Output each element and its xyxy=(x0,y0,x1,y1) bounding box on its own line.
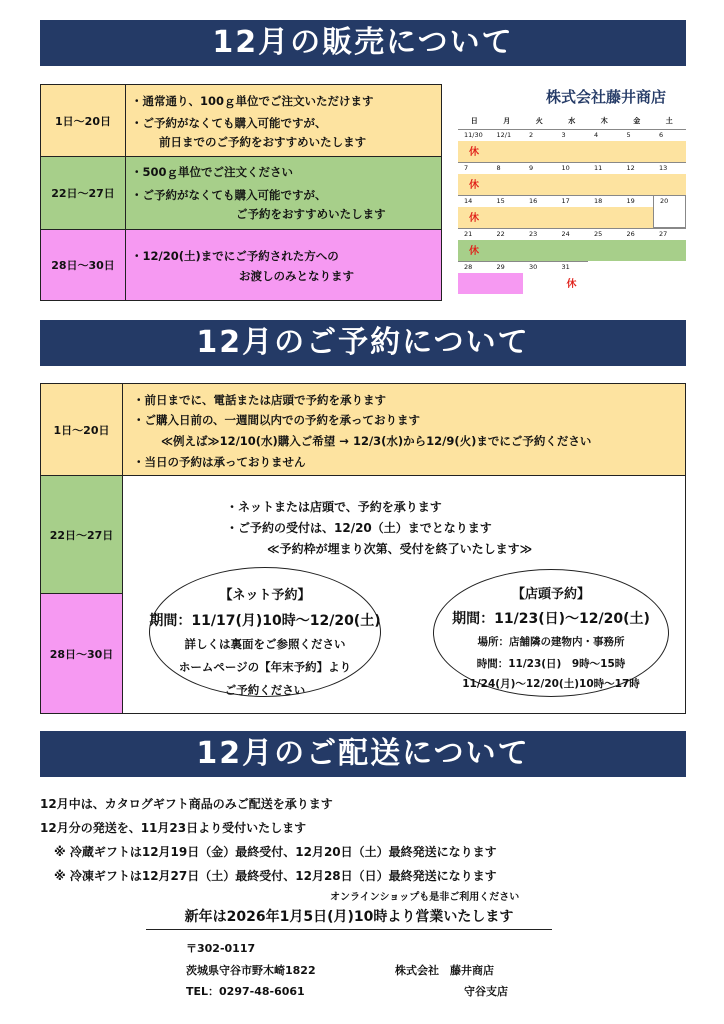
postal-code: 〒302-0117 xyxy=(186,942,256,955)
calendar-day xyxy=(491,162,524,195)
sales-text: お渡しのみとなります xyxy=(239,269,354,283)
sales-row-label: 1日〜20日 xyxy=(41,85,126,156)
calendar-day-number: 5 xyxy=(626,131,631,139)
sales-row-1 xyxy=(41,85,441,157)
sales-text: ・ご予約がなくても購入可能ですが、 xyxy=(131,188,327,202)
footer-branch: 守谷支店 xyxy=(464,985,508,998)
calendar-day xyxy=(523,195,556,228)
calendar-day-number: 16 xyxy=(529,197,538,205)
sales-text: ご予約をおすすめいたします xyxy=(236,207,386,221)
calendar-day-number: 20 xyxy=(660,197,669,205)
reservation-text: ・前日までに、電話または店頭で予約を承ります xyxy=(133,393,386,407)
calendar-day xyxy=(621,228,654,261)
calendar-day-number: 2 xyxy=(529,131,534,139)
calendar-day-number: 13 xyxy=(659,164,668,172)
sales-text: ・12/20(土)までにご予約された方への xyxy=(131,249,339,263)
calendar-day-number: 22 xyxy=(496,230,505,238)
store-reservation-period: 期間：11/23(日)〜12/20(土) xyxy=(452,611,650,627)
calendar-weekday: 日 xyxy=(470,117,478,125)
sales-row-2 xyxy=(41,157,441,230)
store-reservation-text: 11/24(月)〜12/20(土)10時〜17時 xyxy=(462,678,640,690)
calendar-weekday: 水 xyxy=(568,117,576,125)
calendar-day-number: 3 xyxy=(561,131,566,139)
sales-row-label: 22日〜27日 xyxy=(41,157,126,229)
calendar-day xyxy=(556,195,589,228)
calendar-day xyxy=(588,129,621,162)
reservation-title: 12月のご予約について xyxy=(40,320,686,366)
calendar-day xyxy=(556,129,589,162)
calendar-day xyxy=(653,195,686,228)
calendar-day xyxy=(458,162,491,195)
calendar-day-number: 31 xyxy=(561,263,570,271)
calendar-day xyxy=(523,261,556,294)
calendar-day-number: 9 xyxy=(529,164,534,172)
calendar-day xyxy=(621,195,654,228)
address: 茨城県守谷市野木崎1822 xyxy=(186,964,316,977)
calendar-day-number: 11 xyxy=(594,164,603,172)
online-shop-note: オンラインショップも是非ご利用ください xyxy=(330,892,520,903)
holiday-mark: 休 xyxy=(566,279,577,290)
calendar-day-number: 12 xyxy=(626,164,635,172)
calendar-day xyxy=(556,261,589,294)
calendar-day xyxy=(491,195,524,228)
calendar-day xyxy=(556,162,589,195)
calendar-day-number: 18 xyxy=(594,197,603,205)
calendar-day-number: 4 xyxy=(594,131,599,139)
store-reservation-title: 【店頭予約】 xyxy=(511,587,590,602)
calendar-day-number: 28 xyxy=(464,263,473,271)
sales-row-label: 28日〜30日 xyxy=(41,230,126,300)
calendar-day xyxy=(588,195,621,228)
reservation-text: ≪例えば≫12/10(水)購入ご希望 → 12/3(水)から12/9(火)までにご予約ください xyxy=(161,434,592,448)
calendar-day-number: 17 xyxy=(561,197,570,205)
calendar-day xyxy=(458,261,491,294)
net-reservation-text: ホームページの【年末予約】より xyxy=(178,660,352,674)
calendar-day xyxy=(588,162,621,195)
calendar-day-number: 14 xyxy=(464,197,473,205)
calendar-day xyxy=(491,129,524,162)
holiday-mark: 休 xyxy=(469,180,479,191)
calendar-day xyxy=(588,228,621,261)
calendar-day xyxy=(653,162,686,195)
sales-title: 12月の販売について xyxy=(40,20,686,66)
calendar-day-number: 30 xyxy=(529,263,538,271)
sales-row-3 xyxy=(41,230,441,300)
store-reservation-text: 場所：店舗隣の建物内・事務所 xyxy=(477,636,625,648)
calendar-weekday: 土 xyxy=(665,117,673,125)
calendar-day-number: 24 xyxy=(561,230,570,238)
sales-table xyxy=(40,84,442,301)
calendar-day-number: 23 xyxy=(529,230,538,238)
calendar-day-number: 10 xyxy=(561,164,570,172)
calendar-day-number: 29 xyxy=(496,263,505,271)
calendar-day-number: 15 xyxy=(496,197,505,205)
calendar-day-number: 6 xyxy=(659,131,664,139)
calendar-day-number: 7 xyxy=(464,164,469,172)
delivery-text: 12月分の発送を、11月23日より受付いたします xyxy=(40,821,307,835)
reservation-note: ≪予約枠が埋まり次第、受付を終了いたします≫ xyxy=(267,542,533,556)
calendar-day xyxy=(653,129,686,162)
calendar-day xyxy=(556,228,589,261)
holiday-mark: 休 xyxy=(469,147,479,158)
holiday-mark: 休 xyxy=(469,246,479,257)
delivery-title: 12月のご配送について xyxy=(40,731,686,777)
delivery-text: ※ 冷凍ギフトは12月27日（土）最終受付、12月28日（日）最終発送になります xyxy=(54,869,497,883)
calendar-weekday: 木 xyxy=(600,117,608,125)
sales-text: ・500ｇ単位でご注文ください xyxy=(131,165,294,179)
calendar-weekday: 金 xyxy=(633,117,641,125)
calendar-day xyxy=(621,129,654,162)
store-reservation-text: 時間：11/23(日) 9時〜15時 xyxy=(476,658,626,670)
calendar-day xyxy=(523,228,556,261)
reservation-row-1 xyxy=(41,384,685,476)
calendar-weekday: 火 xyxy=(535,117,543,125)
phone-number: TEL：0297-48-6061 xyxy=(186,985,305,998)
calendar-day-number: 19 xyxy=(626,197,635,205)
calendar-day-number: 12/1 xyxy=(496,131,512,139)
calendar-day xyxy=(458,195,491,228)
sales-text: 前日までのご予約をおすすめいたします xyxy=(159,135,367,149)
reservation-text: ・当日の予約は承っておりません xyxy=(133,455,306,469)
net-reservation-period: 期間：11/17(月)10時〜12/20(土) xyxy=(149,613,381,629)
calendar-company: 株式会社藤井商店 xyxy=(546,88,667,106)
calendar-day xyxy=(458,228,491,261)
net-reservation-text: 詳しくは裏面をご参照ください xyxy=(184,637,346,651)
new-year-notice: 新年は2026年1月5日(月)10時より営業いたします xyxy=(146,906,552,930)
calendar-day-number: 25 xyxy=(594,230,603,238)
calendar-day xyxy=(491,228,524,261)
sales-text: ・ご予約がなくても購入可能ですが、 xyxy=(131,116,327,130)
reservation-row-label: 28日〜30日 xyxy=(41,594,123,713)
net-reservation-text: ご予約ください xyxy=(224,683,306,697)
sales-text: ・通常通り、100ｇ単位でご注文いただけます xyxy=(131,94,374,108)
reservation-row-label: 22日〜27日 xyxy=(41,476,123,594)
holiday-mark: 休 xyxy=(469,213,479,224)
reservation-table xyxy=(40,383,686,714)
calendar-day xyxy=(523,162,556,195)
calendar-day xyxy=(621,162,654,195)
calendar-day xyxy=(458,129,491,162)
calendar-day-number: 27 xyxy=(659,230,668,238)
calendar-day-number: 26 xyxy=(626,230,635,238)
calendar-day xyxy=(491,261,524,294)
calendar-day-number: 21 xyxy=(464,230,473,238)
reservation-note: ・ご予約の受付は、12/20（土）までとなります xyxy=(226,521,492,535)
delivery-text: ※ 冷蔵ギフトは12月19日（金）最終受付、12月20日（土）最終発送になります xyxy=(54,845,497,859)
calendar-day-number: 11/30 xyxy=(464,131,483,139)
reservation-row-label: 1日〜20日 xyxy=(41,384,123,475)
net-reservation-title: 【ネット予約】 xyxy=(219,588,311,603)
calendar-day-number: 8 xyxy=(496,164,501,172)
footer-company: 株式会社 藤井商店 xyxy=(395,964,494,977)
calendar-weekday: 月 xyxy=(503,117,511,125)
calendar-day xyxy=(653,228,686,261)
reservation-note: ・ネットまたは店頭で、予約を承ります xyxy=(226,500,442,514)
calendar-day xyxy=(523,129,556,162)
reservation-text: ・ご購入日前の、一週間以内での予約を承っております xyxy=(133,413,421,427)
delivery-text: 12月中は、カタログギフト商品のみご配送を承ります xyxy=(40,797,333,811)
